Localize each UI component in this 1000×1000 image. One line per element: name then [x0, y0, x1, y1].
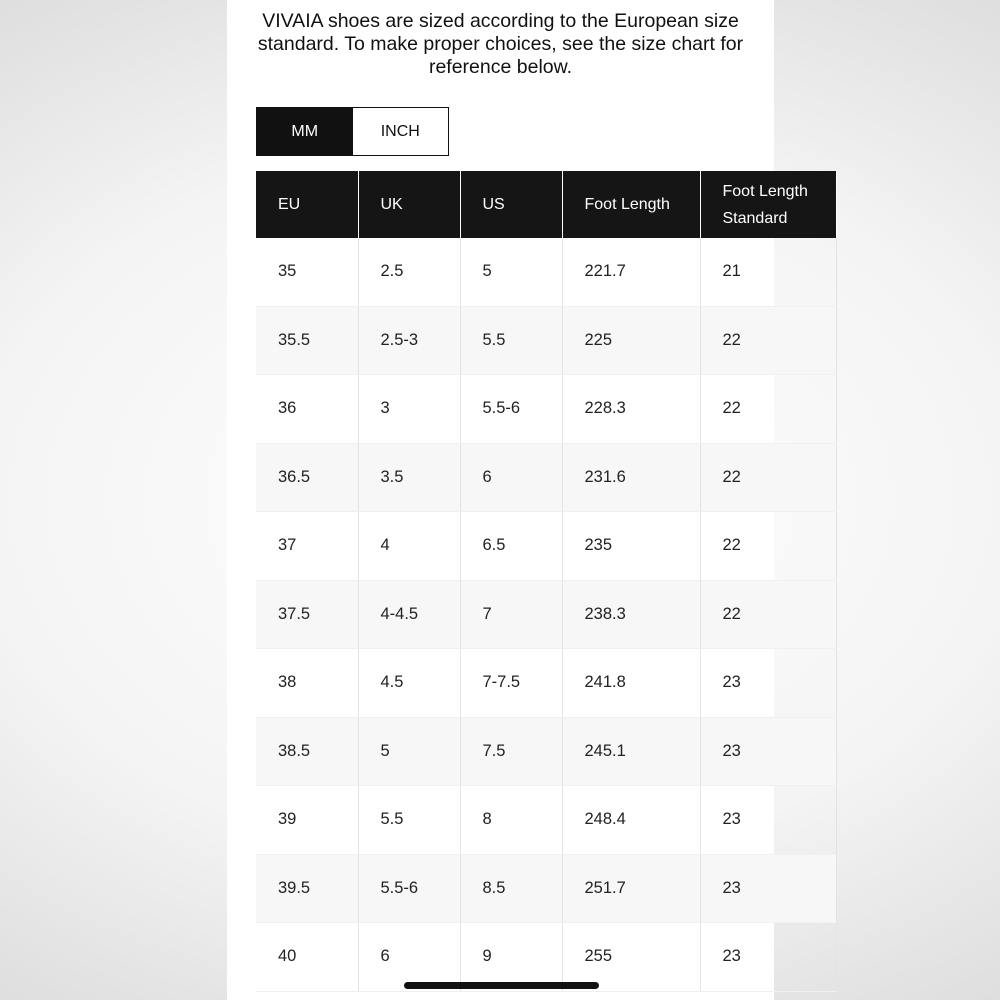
cell-foot-length: 235 — [562, 512, 700, 581]
table-row — [256, 580, 836, 649]
table-row — [256, 512, 836, 581]
cell-foot-length-standard: 23 — [700, 854, 836, 923]
cell-foot-length: 245.1 — [562, 717, 700, 786]
cell-us: 6 — [460, 443, 562, 512]
cell-uk: 5.5-6 — [358, 854, 460, 923]
cell-eu: 38 — [256, 649, 358, 718]
cell-foot-length-standard: 22 — [700, 375, 836, 444]
cell-us: 6.5 — [460, 512, 562, 581]
header-us: US — [460, 171, 562, 238]
header-foot-length-standard: Foot Length Standard — [700, 171, 836, 238]
cell-us: 8 — [460, 786, 562, 855]
cell-foot-length-standard: 22 — [700, 512, 836, 581]
cell-uk: 4.5 — [358, 649, 460, 718]
table-row — [256, 923, 836, 992]
app-screen — [227, 0, 808, 1000]
cell-eu: 35.5 — [256, 306, 358, 375]
table-header-row — [256, 171, 836, 238]
cell-uk: 4-4.5 — [358, 580, 460, 649]
header-foot-length: Foot Length — [562, 171, 700, 238]
cell-foot-length-standard: 22 — [700, 443, 836, 512]
cell-us: 9 — [460, 923, 562, 992]
cell-eu: 38.5 — [256, 717, 358, 786]
cell-eu: 35 — [256, 238, 358, 306]
cell-uk: 5 — [358, 717, 460, 786]
cell-foot-length-standard: 21 — [700, 238, 836, 306]
cell-uk: 3.5 — [358, 443, 460, 512]
cell-uk: 4 — [358, 512, 460, 581]
unit-inch-button[interactable]: INCH — [353, 108, 449, 155]
cell-foot-length: 241.8 — [562, 649, 700, 718]
cell-foot-length: 225 — [562, 306, 700, 375]
cell-foot-length-standard: 23 — [700, 649, 836, 718]
table-row — [256, 238, 836, 306]
cell-foot-length: 238.3 — [562, 580, 700, 649]
cell-uk: 2.5 — [358, 238, 460, 306]
header-uk: UK — [358, 171, 460, 238]
cell-uk: 2.5-3 — [358, 306, 460, 375]
cell-foot-length: 228.3 — [562, 375, 700, 444]
cell-eu: 40 — [256, 923, 358, 992]
cell-us: 7.5 — [460, 717, 562, 786]
cell-us: 8.5 — [460, 854, 562, 923]
size-chart-table — [256, 171, 837, 992]
cell-us: 5.5-6 — [460, 375, 562, 444]
cell-us: 5 — [460, 238, 562, 306]
cell-uk: 6 — [358, 923, 460, 992]
cell-foot-length-standard: 23 — [700, 923, 836, 992]
cell-foot-length: 251.7 — [562, 854, 700, 923]
cell-foot-length: 248.4 — [562, 786, 700, 855]
cell-eu: 37.5 — [256, 580, 358, 649]
cell-eu: 39 — [256, 786, 358, 855]
table-row — [256, 306, 836, 375]
unit-mm-button[interactable]: MM — [257, 108, 353, 155]
home-indicator — [404, 982, 599, 989]
cell-foot-length-standard: 23 — [700, 786, 836, 855]
cell-us: 7 — [460, 580, 562, 649]
cell-foot-length: 231.6 — [562, 443, 700, 512]
cell-uk: 5.5 — [358, 786, 460, 855]
header-eu: EU — [256, 171, 358, 238]
size-intro-text: VIVAIA shoes are sized according to the European size standard. To make proper choices, see the size chart for reference below. — [257, 10, 744, 78]
cell-foot-length-standard: 22 — [700, 306, 836, 375]
cell-eu: 37 — [256, 512, 358, 581]
cell-eu: 36 — [256, 375, 358, 444]
table-row — [256, 786, 836, 855]
table-row — [256, 649, 836, 718]
size-chart-table-scroll[interactable] — [256, 171, 808, 1000]
cell-uk: 3 — [358, 375, 460, 444]
cell-us: 7-7.5 — [460, 649, 562, 718]
table-row — [256, 375, 836, 444]
cell-foot-length-standard: 23 — [700, 717, 836, 786]
cell-foot-length: 221.7 — [562, 238, 700, 306]
cell-eu: 36.5 — [256, 443, 358, 512]
cell-us: 5.5 — [460, 306, 562, 375]
cell-eu: 39.5 — [256, 854, 358, 923]
table-row — [256, 854, 836, 923]
cell-foot-length: 255 — [562, 923, 700, 992]
table-row — [256, 717, 836, 786]
unit-toggle — [256, 107, 449, 156]
table-row — [256, 443, 836, 512]
cell-foot-length-standard: 22 — [700, 580, 836, 649]
